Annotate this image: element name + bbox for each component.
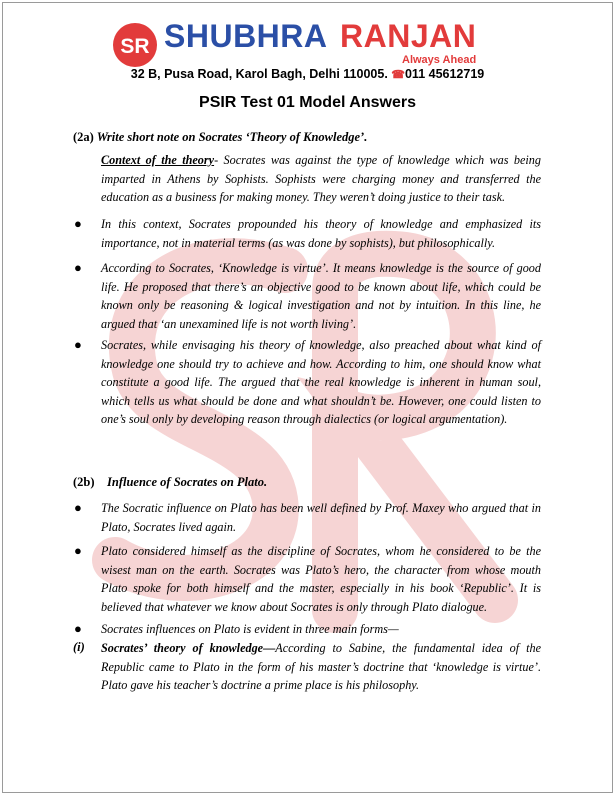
bullet-icon: ● [74, 337, 82, 352]
context-paragraph [101, 151, 541, 207]
question-number: (2a) [73, 130, 94, 144]
page-title: PSIR Test 01 Model Answers [199, 94, 416, 111]
sr-logo-icon [112, 22, 158, 68]
brand-name-first: SHUBHRA [164, 18, 328, 54]
list-item: Plato considered himself as the discipline of Socrates, whom he considered to be the wisest man on the earth. Socrates was Plato’s hero, the character from whose mouth Plato spoke for both himself and the master, especially in his book ‘Republic’. It is believed that whatever we know about Socrates is only through Plato dialogue. [101, 544, 541, 614]
bullet-icon: ● [74, 260, 82, 275]
svg-text:SR: SR [120, 35, 150, 58]
address-text: 32 B, Pusa Road, Karol Bagh, Delhi 110005. [130, 67, 388, 81]
address-line [0, 67, 615, 81]
phone-icon: ☎ [391, 69, 405, 81]
question-text: Influence of Socrates on Plato. [107, 475, 268, 489]
brand-name-second: RANJAN [340, 18, 477, 54]
point-label: (i) [73, 640, 85, 654]
list-item: The Socratic influence on Plato has been well defined by Prof. Maxey who argued that in Plato, Socrates lived again. [101, 501, 541, 534]
context-lead: Context of the theory [101, 153, 215, 167]
brand-tagline: Always Ahead [402, 54, 477, 66]
question-text: Write short note on Socrates ‘Theory of Knowledge’. [96, 130, 368, 144]
point-text: According to Sabine, the fundamental idea of the Republic came to Plato in the form of his master’s doctrine that ‘knowledge is virtue’. Plato gave his teacher’s doctrine a prime place is his philosophy. [101, 641, 541, 693]
bullet-icon: ● [74, 500, 82, 515]
letterhead [0, 10, 615, 90]
bullet-icon: ● [74, 543, 82, 558]
question-2a [73, 130, 367, 145]
bullet-icon: ● [74, 216, 82, 231]
list-item: Socrates influences on Plato is evident in three main forms— [101, 622, 399, 636]
phone-number: 011 45612719 [404, 67, 485, 81]
list-item: According to Socrates, ‘Knowledge is virtue’. It means knowledge is the source of good life. He proposed that there’s an objective good to be known about life, which could be known only be reasoning & logical investigation and not by intuition. In this line, he argued that ‘an unexamined life is not worth living’. [101, 261, 541, 331]
question-2b [73, 475, 267, 490]
context-text: - Socrates was against the type of knowledge which was being imparted in Athens by Sophists. Sophists were charging money and transferred the education as a business for making money. They weren’t doing justice to their task. [101, 153, 541, 205]
bullet-icon: ● [74, 621, 82, 636]
point-i-paragraph [101, 639, 541, 695]
question-number: (2b) [73, 475, 95, 489]
list-item: Socrates, while envisaging his theory of knowledge, also preached about what kind of knowledge one should try to achieve and how. According to him, one should know what constitute a good life. The argued that the real knowledge is inherent in human soul, which tells us what should be done and what shouldn’t be. However, one could listen to one’s soul only by developing reason through dialectics (or logical argumentation). [101, 338, 541, 427]
list-item: In this context, Socrates propounded his theory of knowledge and emphasized its importance, not in material terms (as was done by sophists), but philosophically. [101, 217, 541, 250]
point-lead: Socrates’ theory of knowledge— [101, 641, 276, 655]
